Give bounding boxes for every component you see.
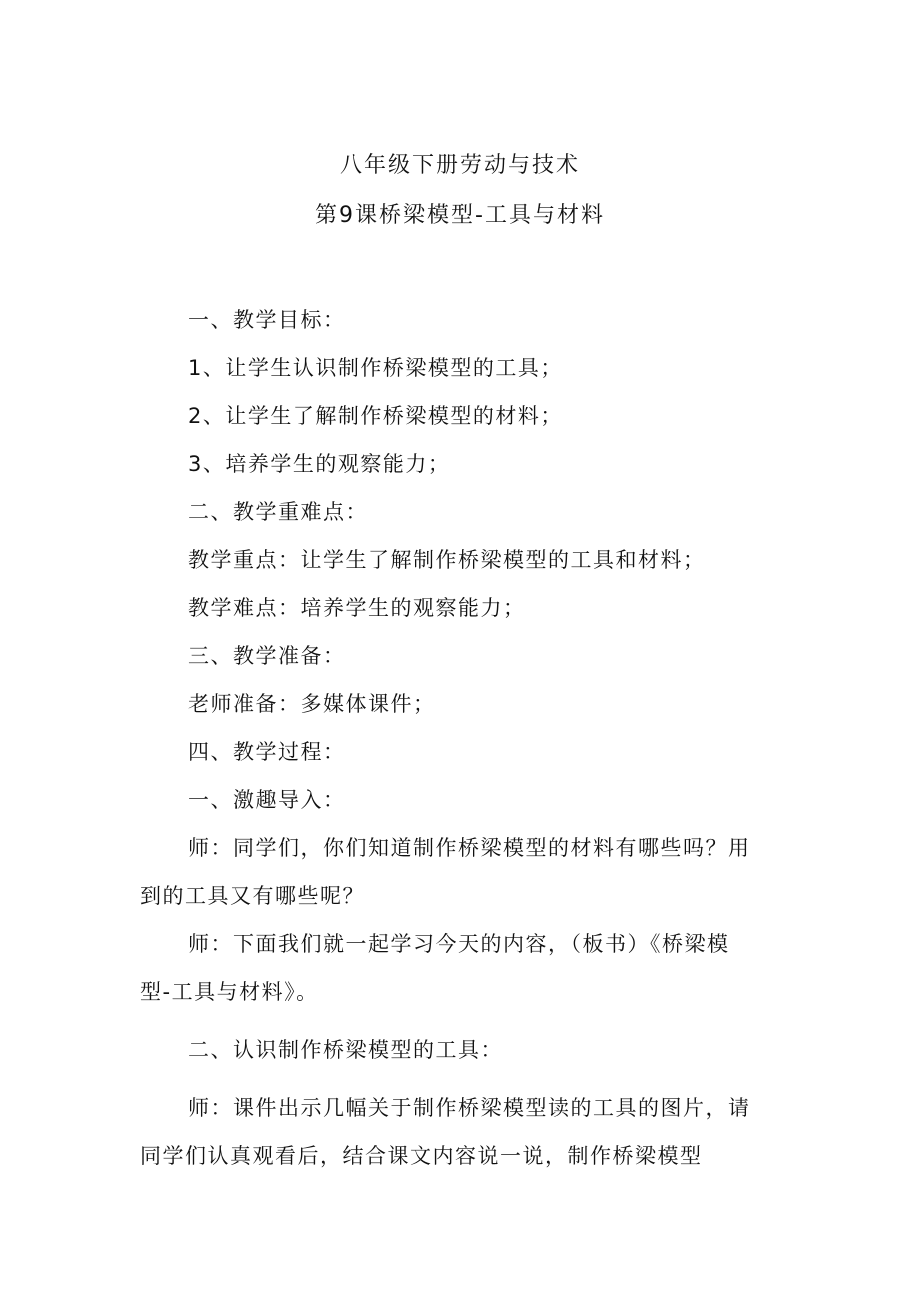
paragraph-intro-board bbox=[140, 920, 780, 1016]
document-subtitle: 第9课桥梁模型-工具与材料 bbox=[315, 203, 605, 228]
paragraph-line: 型-工具与材料》。 bbox=[140, 980, 319, 1004]
objective-item-1: 1、让学生认识制作桥梁模型的工具； bbox=[188, 356, 563, 380]
subsection-heading-tools: 二、认识制作桥梁模型的工具： bbox=[188, 1038, 503, 1062]
paragraph-line: 师：下面我们就一起学习今天的内容，（板书）《桥梁模 bbox=[188, 932, 730, 956]
objective-item-3: 3、培养学生的观察能力； bbox=[188, 452, 451, 476]
key-point-line: 教学重点：让学生了解制作桥梁模型的工具和材料； bbox=[188, 548, 706, 572]
paragraph-tools bbox=[140, 1084, 780, 1180]
preparation-line: 老师准备：多媒体课件； bbox=[188, 692, 436, 716]
paragraph-intro-question bbox=[140, 824, 780, 920]
difficult-point-line: 教学难点：培养学生的观察能力； bbox=[188, 596, 526, 620]
spacer bbox=[140, 1016, 780, 1026]
section-heading-preparation: 三、教学准备： bbox=[188, 644, 346, 668]
spacer bbox=[140, 1074, 780, 1084]
section-heading-objectives: 一、教学目标： bbox=[188, 308, 346, 332]
paragraph-line: 到的工具又有哪些呢？ bbox=[140, 884, 365, 908]
subsection-heading-intro: 一、激趣导入： bbox=[188, 788, 346, 812]
objective-item-2: 2、让学生了解制作桥梁模型的材料； bbox=[188, 404, 563, 428]
section-heading-key-points: 二、教学重难点： bbox=[188, 500, 368, 524]
paragraph-line: 同学们认真观看后，结合课文内容说一说，制作桥梁模型 bbox=[140, 1144, 703, 1168]
paragraph-line: 师：课件出示几幅关于制作桥梁模型读的工具的图片，请 bbox=[188, 1096, 751, 1120]
paragraph-line: 师：同学们，你们知道制作桥梁模型的材料有哪些吗？用 bbox=[188, 836, 751, 860]
section-heading-process: 四、教学过程： bbox=[188, 740, 346, 764]
document-body bbox=[140, 296, 780, 1180]
document-title: 八年级下册劳动与技术 bbox=[339, 153, 580, 178]
